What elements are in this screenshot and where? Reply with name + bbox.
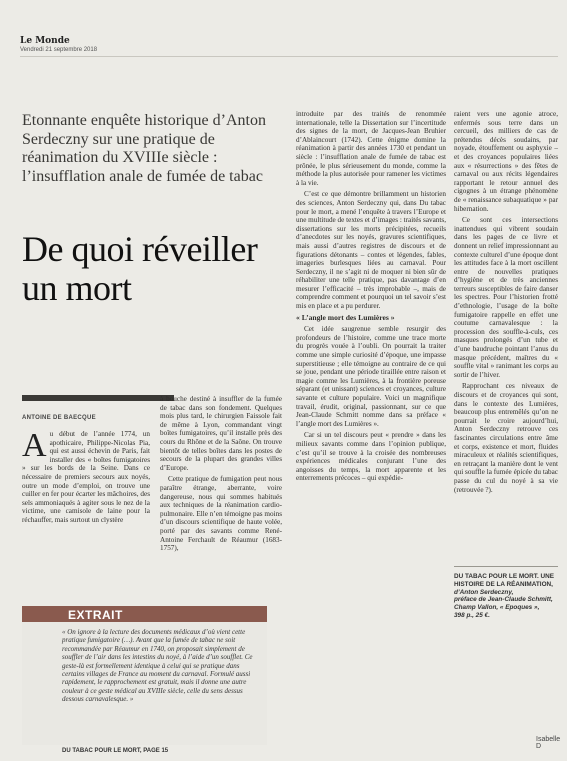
extrait-label-text: EXTRAIT bbox=[68, 608, 123, 622]
book-preface: préface de Jean-Claude Schmitt, bbox=[454, 596, 553, 604]
column-2 bbox=[160, 395, 282, 556]
book-title: DU TABAC POUR LE MORT. UNE HISTOIRE DE LA RÉANIMATION, bbox=[454, 573, 554, 588]
paragraph: raient vers une agonie atroce, enfermés sous terre dans un cercueil, des milliers de cas de prétendus décès soudains, par noyade, étouffement ou asphyxie – et des croyances populaires liées aux « résurrections » des fêtes de carnaval ou aux récits légendaires rapportant le retour annuel des cigognes à un étrange phénomène de « renaissance subaquatique » par hibernation. bbox=[454, 110, 558, 213]
headline: De quoi réveiller un mort bbox=[22, 229, 258, 308]
column-4 bbox=[454, 110, 558, 497]
extrait-quote: « On ignore à la lecture des documents médicaux d’où vient cette pratique fumigatoire (…). Avant que la fumée de tabac ne soit recommandée par Réaumur en 1740, on proposait simplement de souffler de l’air dans les intestins du noyé, à l’aide d’un soufflet. Ce geste-là est formellement identique à celui qui se pratique dans certains villages de France au moment du carnaval. Formulé aussi rapidement, le rapprochement est gratuit, mais il donne une autre couleur à ce geste médical au XVIIIe siècle, celle du sens dessus dessous carnavalesque. » bbox=[62, 628, 253, 704]
paragraph: à bouche destiné à insuffler de la fumée de tabac dans son fondement. Quelques mois plus tard, le chirurgien Faissole fait de même à Lyon, commandant vingt boîtes fumigatoires, qu’il installe près des cours du Rhône et de la Saône. On trouve bientôt de telles boîtes dans les postes de secours de la plupart des grandes villes d’Europe. bbox=[160, 395, 282, 472]
kicker: Etonnante enquête historique d’Anton Serdeczny sur une pratique de réanimation du XVIIIe siècle : l’insufflation anale de fumée de tabac bbox=[22, 112, 266, 185]
book-details: 398 p., 25 €. bbox=[454, 611, 490, 619]
paragraph: Ce sont ces intersections inattendues qui vibrent soudain dans les pages de ce livre et donnent un relief impressionnant au contexte culturel d’une époque dont les attitudes face à la mort oscillent entre de nouvelles pratiques d’hygiène et de très anciennes terreurs susceptibles de faire danser les spectres. Pour l’historien frotté d’ethnologie, l’usage de la boîte fumigatoire rappelle en effet une coutume carnavalesque : la procession des souffle-à-culs, ces masques prolongés d’un tube et d’une baudruche pointant l’anus du masque précédent, maîtres du « souffle vital » ranimant les corps au sortir de l’hiver. bbox=[454, 216, 558, 379]
paragraph: Cette pratique de fumigation peut nous paraître étrange, aberrante, voire dangereuse, nous qui sommes habitués aux techniques de la réanimation cardio-pulmonaire. Elle n’en témoigne pas moins d’un discours scientifique de haute volée, porté par des savants comme René-Antoine Ferchault de Réaumur (1683-1757), bbox=[160, 475, 282, 553]
dropcap: A bbox=[22, 427, 47, 464]
paragraph: Rapprochant ces niveaux de discours et de croyances qui sont, dans le contexte des Lumières, beaucoup plus entremêlés qu’on ne pourrait le croire aujourd’hui, Anton Serdeczny retrouve ces fascinantes circulations entre âme et corps, existence et mort, fluides miraculeux et réalités scientifiques, en retraçant la manière dont le vent qui souffle la fumée épicée du tabac passe du cul du noyé à sa vie (retrouvée ?). bbox=[454, 382, 558, 494]
publication-date: Vendredi 21 septembre 2018 bbox=[20, 47, 98, 53]
extrait-source: DU TABAC POUR LE MORT, PAGE 15 bbox=[62, 748, 169, 754]
paragraph: introduite par des traités de renommée internationale, telle la Dissertation sur l’incertitude des signes de la mort, de Jacques-Jean Bruhier d’Ablaincourt (1742). Cette énigme domine la réanimation à partir des années 1730 et pendant un siècle : l’insufflation anale de fumée de tabac est prônée, le plus sérieusement du monde, comme la méthode la plus autorisée pour ramener les victimes à la vie. bbox=[296, 110, 446, 187]
book-author: d’Anton Serdeczny, bbox=[454, 588, 514, 596]
headline-rule bbox=[22, 395, 174, 401]
top-divider bbox=[20, 56, 558, 57]
byline: ANTOINE DE BAECQUE bbox=[22, 415, 96, 421]
subheading: « L’angle mort des Lumières » bbox=[296, 312, 395, 322]
extrait-label bbox=[22, 606, 267, 622]
column-1 bbox=[22, 427, 150, 528]
book-info bbox=[454, 566, 558, 620]
lead-text: u début de l’année 1774, un apothicaire, Philippe-Nicolas Pia, qui est aussi échevin de Paris, fait installer des « boîtes fumigatoires » sur les bords de la Seine. Dans ce nécessaire de premiers secours aux noyés, outre un mode d’emploi, on trouve une cuiller en fer pour écarter les mâchoires, des sels ammoniaqués à agiter sous le nez de la victime, une camisole de laine pour la réchauffer, mais surtout un clystère bbox=[22, 430, 150, 524]
paragraph: C’est ce que démontre brillamment un historien des sciences, Anton Serdeczny qui, dans Du tabac pour le mort, a mené l’enquête à travers l’Europe et une multitude de textes et d’images : traités savants, dissertations sur les morts précipitées, recueils d’anecdotes sur les noyés, gravures scientifiques, mais aussi d’autres registres de discours et de figurations détonants – contes et légendes, fables, imageries burlesques liées au carnaval. Pour Serdeczny, il ne s’agit ni de moquer ni bien sûr de réhabiliter une telle pratique, pas davantage d’en mesurer l’efficacité – très improbable –, mais de comprendre comment et pourquoi un tel savoir s’est mis en place et a pu perdurer. bbox=[296, 190, 446, 311]
adjacent-article-fragment: Isabelle D bbox=[536, 736, 561, 750]
masthead: Le Monde bbox=[20, 36, 70, 46]
column-3 bbox=[296, 110, 446, 486]
paragraph: Cet idée saugrenue semble resurgir des profondeurs de l’histoire, comme une trace morte du progrès vouée à l’oubli. On pourrait la traiter comme une simple curiosité d’époque, une impasse superstitieuse ; elle témoigne au contraire de ce qui se joue, pendant une période tiraillée entre raison et magie comme les Lumières, à la frontière poreuse séparant (et unissant) sciences et croyances, culture savante et culture populaire. Voici un magnifique travail, érudit, original, passionnant, sur ce que Jean-Claude Schmitt nomme dans sa préface « l’angle mort des Lumières ». bbox=[296, 325, 446, 428]
paragraph: Car si un tel discours peut « prendre » dans les milieux savants comme dans l’opinion publique, c’est qu’il se trouve à la croisée des nombreuses expériences médicales conjurant l’une des angoisses du temps, la mort apparente et les enterrements précoces – qui expédie- bbox=[296, 431, 446, 483]
lead-paragraph bbox=[22, 427, 150, 525]
book-publisher: Champ Vallon, « Epoques », bbox=[454, 604, 540, 612]
